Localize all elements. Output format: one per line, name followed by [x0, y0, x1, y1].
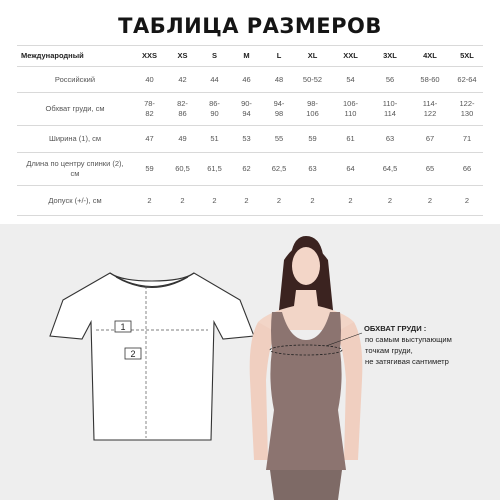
cell-value: 2 [387, 195, 393, 205]
note-line-3: не затягивая сантиметр [365, 357, 449, 366]
row-label: Обхват груди, см [45, 104, 105, 113]
note-lead: ОБХВАТ ГРУДИ : [364, 324, 427, 333]
cell-value: 59 [308, 134, 317, 143]
header-size: 4XL [423, 51, 437, 60]
cell-value: 122- 130 [459, 99, 475, 118]
cell-value: 59 [145, 164, 154, 173]
header-size: L [276, 51, 282, 60]
row-label: Ширина (1), см [48, 134, 102, 143]
cell-value: 114- 122 [422, 99, 438, 118]
header-size: 3XL [383, 51, 397, 60]
table-row [17, 93, 483, 126]
cell-value: 54 [346, 74, 355, 84]
cell-value: 56 [385, 74, 395, 84]
cell-value: 62 [242, 164, 251, 173]
cell-value: 64 [346, 164, 355, 173]
label-2: 2 [130, 349, 136, 359]
cell-value: 71 [462, 134, 472, 143]
header-size: M [243, 51, 250, 60]
note-line-1: по самым выступающим [365, 335, 452, 344]
label-1: 1 [120, 322, 126, 332]
model-figure [250, 236, 363, 500]
cell-value: 110- 114 [382, 99, 398, 118]
header-label: Международный [21, 51, 84, 60]
cell-value: 2 [244, 195, 249, 205]
table-row [17, 153, 483, 186]
note-line-2: точкам груди, [365, 346, 413, 355]
cell-value: 44 [210, 74, 219, 84]
cell-value: 82- 86 [177, 99, 188, 118]
header-size: XXS [141, 51, 157, 60]
cell-value: 2 [212, 195, 217, 205]
cell-value: 55 [274, 134, 284, 143]
cell-value: 60,5 [175, 164, 190, 173]
cell-value: 2 [180, 195, 185, 205]
cell-value: 64,5 [382, 164, 398, 173]
cell-value: 53 [242, 134, 251, 143]
cell-value: 78- 82 [144, 99, 155, 118]
header-size: XS [177, 51, 188, 60]
row-label: Российский [54, 74, 96, 84]
cell-value: 106- 110 [342, 99, 358, 118]
cell-value: 66 [462, 164, 472, 173]
header-size: S [211, 51, 217, 60]
header-size: XXL [343, 51, 358, 60]
cell-value: 67 [425, 134, 435, 143]
row-label: Длина по центру спинки (2), см [26, 159, 124, 178]
table-header-row [17, 46, 483, 67]
row-label: Допуск (+/-), см [48, 195, 102, 205]
cell-value: 2 [348, 195, 353, 205]
cell-value: 86- 90 [209, 99, 220, 118]
cell-value: 2 [464, 195, 470, 205]
cell-value: 62,5 [271, 164, 287, 173]
cell-value: 61 [346, 134, 355, 143]
cell-value: 51 [210, 134, 219, 143]
cell-value: 40 [145, 74, 154, 84]
cell-value: 49 [178, 134, 187, 143]
cell-value: 98- 106 [306, 99, 319, 118]
cell-value: 48 [274, 74, 284, 84]
cell-value: 63 [308, 164, 317, 173]
cell-value: 2 [427, 195, 433, 205]
cell-value: 42 [178, 74, 187, 84]
cell-value: 90- 94 [241, 99, 252, 118]
cell-value: 2 [276, 195, 282, 205]
bust-note [365, 323, 452, 367]
tshirt-diagram [50, 273, 254, 440]
size-table [17, 45, 483, 216]
page-title: ТАБЛИЦА РАЗМЕРОВ [118, 14, 382, 38]
table-row [17, 67, 483, 93]
cell-value: 58-60 [420, 74, 440, 84]
table-row [17, 126, 483, 153]
cell-value: 65 [425, 164, 435, 173]
cell-value: 50-52 [302, 74, 323, 84]
cell-value: 2 [147, 195, 152, 205]
table-row [17, 186, 483, 216]
cell-value: 94- 98 [273, 99, 285, 118]
cell-value: 62-64 [457, 74, 477, 84]
cell-value: 61,5 [207, 164, 222, 173]
cell-value: 47 [145, 134, 154, 143]
header-size: XL [307, 51, 318, 60]
cell-value: 2 [310, 195, 315, 205]
cell-value: 63 [385, 134, 395, 143]
header-size: 5XL [460, 51, 474, 60]
cell-value: 46 [242, 74, 251, 84]
